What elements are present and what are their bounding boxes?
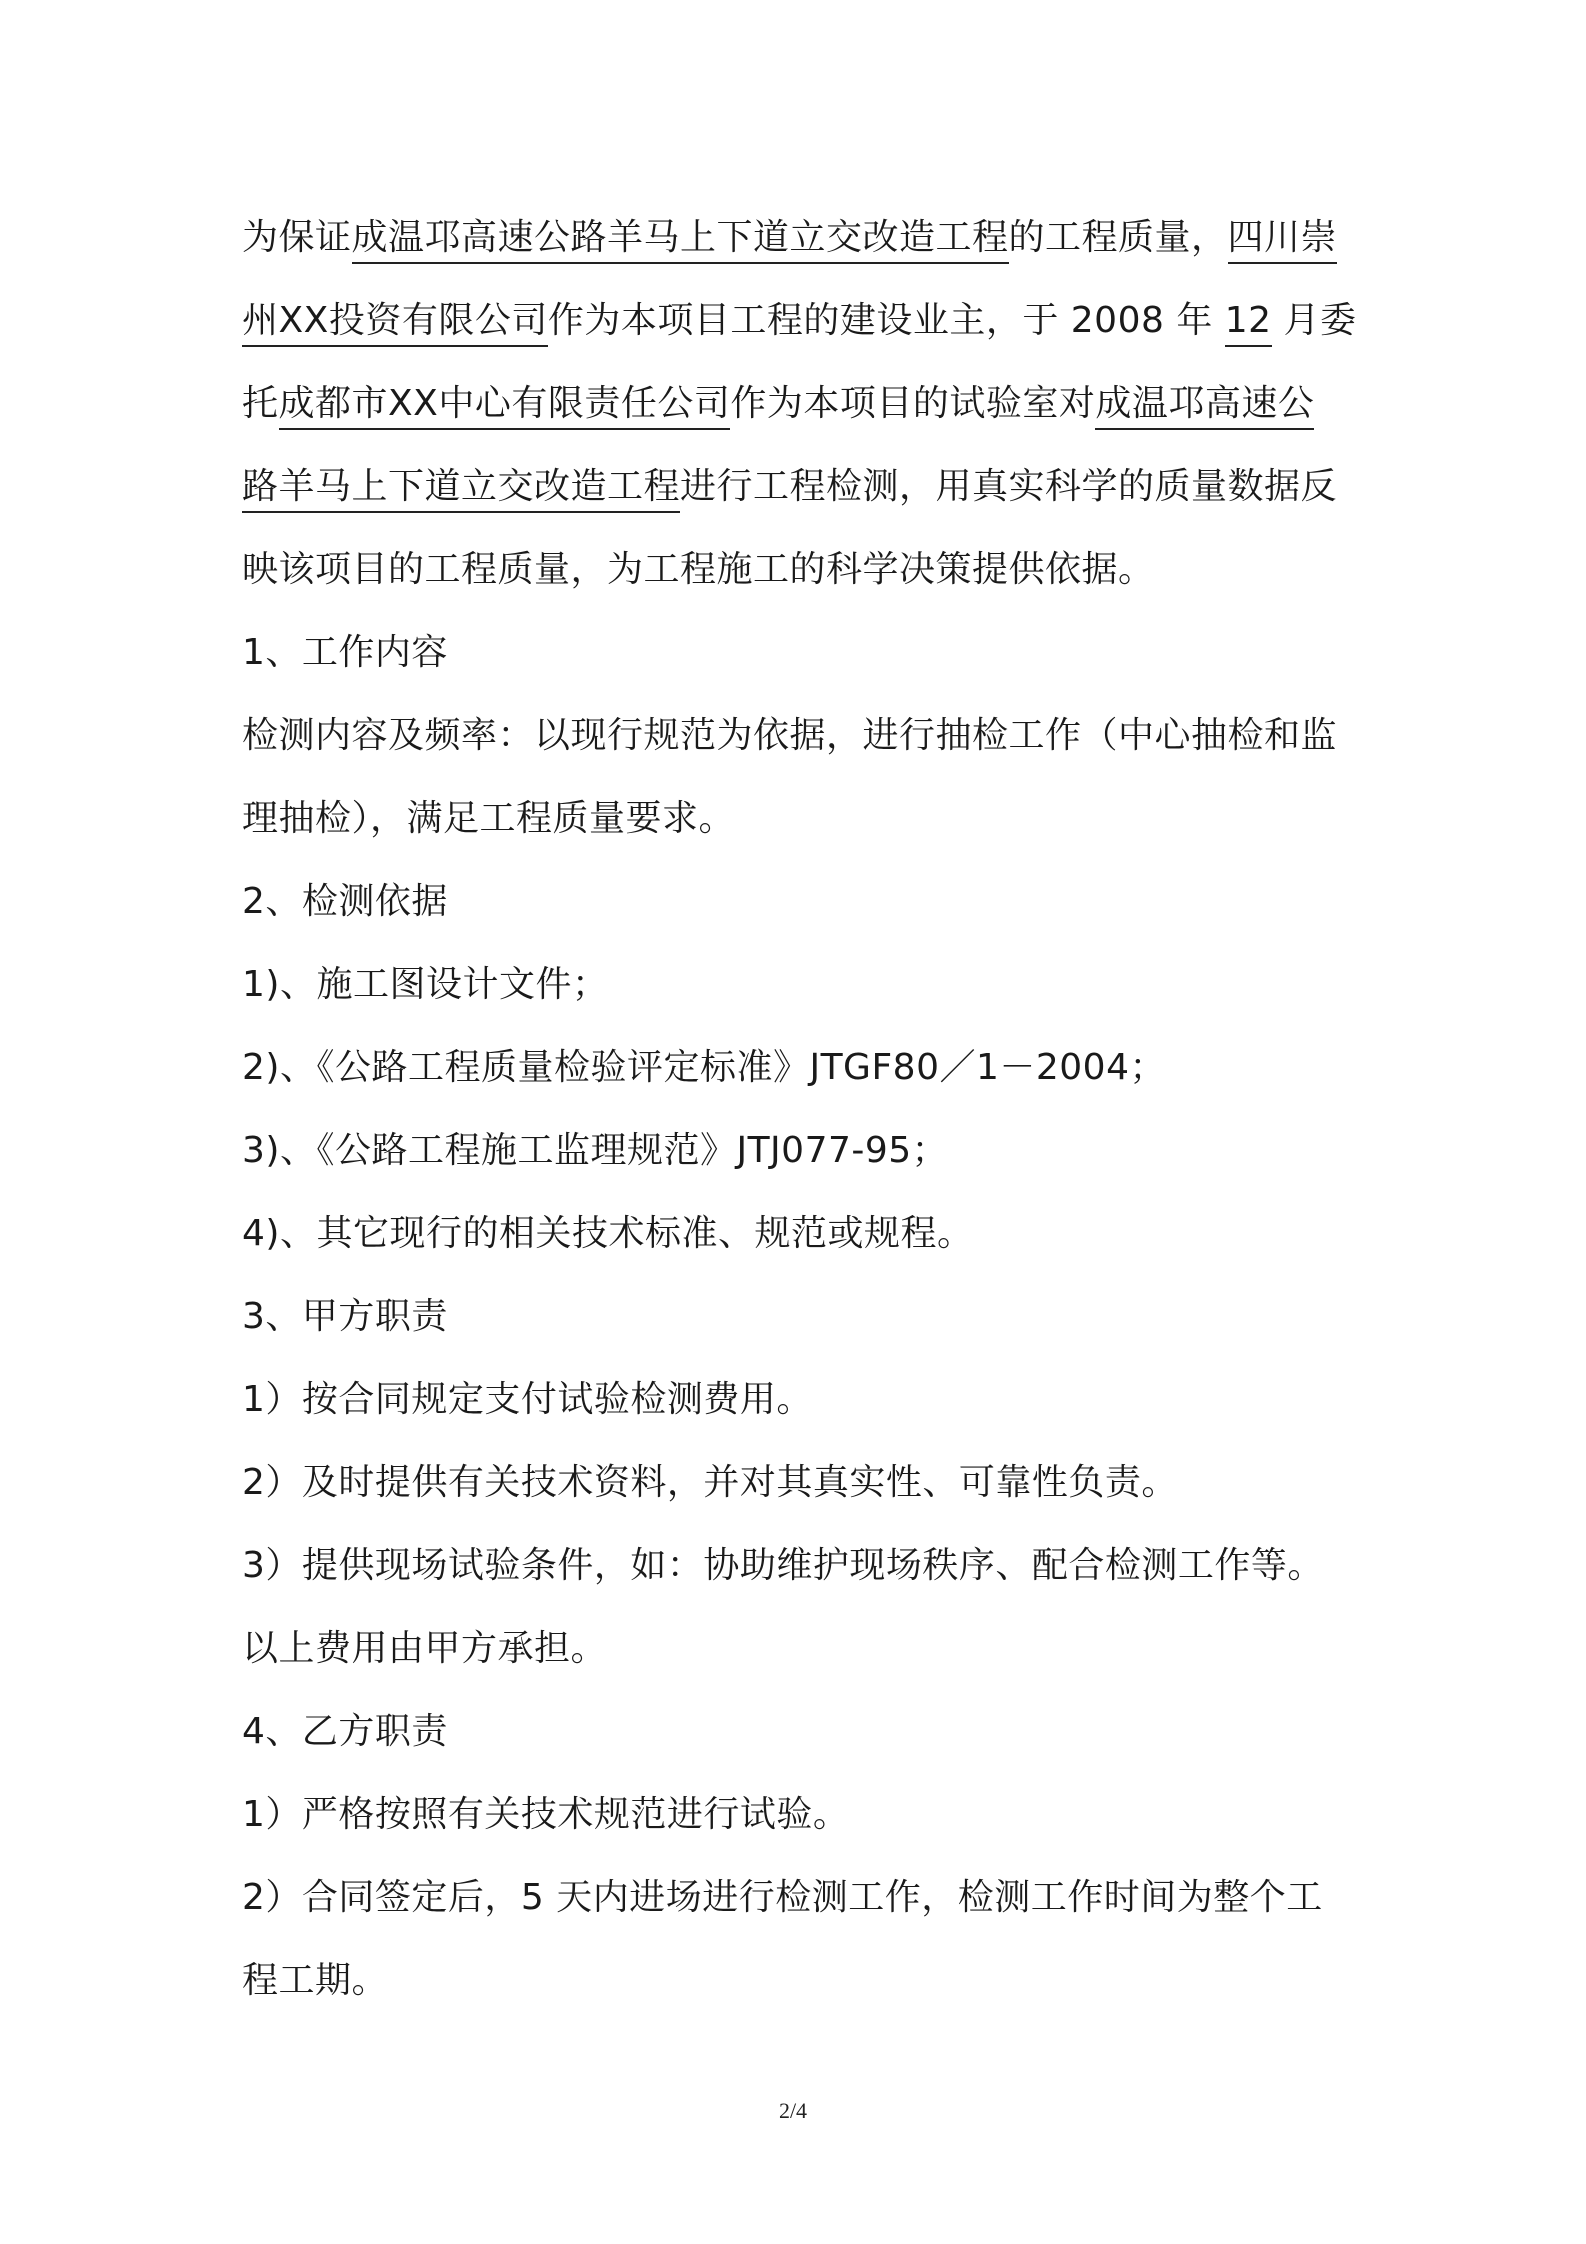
section-4-heading: 4、乙方职责: [242, 1711, 448, 1752]
section-2-item-4: 4)、其它现行的相关技术标准、规范或规程。: [242, 1213, 974, 1254]
section-3-item-2: 2）及时提供有关技术资料，并对其真实性、可靠性负责。: [242, 1462, 1178, 1503]
intro-paragraph: [242, 196, 1360, 611]
project-name-underlined: 成温邛高速公路羊马上下道立交改造工程: [352, 217, 1009, 264]
text-span: 的工程质量，: [1008, 217, 1228, 258]
section-1-body-line-2: 理抽检），满足工程质量要求。: [242, 798, 736, 839]
intro-line-1: [242, 196, 1360, 279]
section-4-item-2-line-2: 程工期。: [242, 1960, 389, 2001]
section-2-heading: 2、检测依据: [242, 881, 448, 922]
intro-line-2: [242, 279, 1360, 362]
month-underlined: 12: [1225, 300, 1272, 347]
text-span: 进行工程检测，用真实科学的质量数据反: [680, 466, 1338, 507]
document-body: [242, 196, 1360, 2022]
section-4-item-1: 1）严格按照有关技术规范进行试验。: [242, 1794, 850, 1835]
intro-line-4: [242, 445, 1360, 528]
text-span: 月委: [1271, 300, 1357, 341]
section-2-item-1: 1)、施工图设计文件；: [242, 964, 609, 1005]
text-span: 托: [242, 383, 279, 424]
project-name-underlined: 路羊马上下道立交改造工程: [242, 466, 680, 513]
client-name-underlined: 四川崇: [1228, 217, 1338, 264]
section-2-item-3: 3)、《公路工程施工监理规范》JTJ077-95；: [242, 1130, 949, 1171]
section-2-item-2: 2)、《公路工程质量检验评定标准》JTGF80／1－2004；: [242, 1047, 1166, 1088]
project-name-underlined: 成温邛高速公: [1095, 383, 1314, 430]
section-3-item-3: 3）提供现场试验条件，如：协助维护现场秩序、配合检测工作等。: [242, 1545, 1324, 1586]
client-name-underlined: 州XX投资有限公司: [242, 300, 548, 347]
section-1-heading: 1、工作内容: [242, 632, 448, 673]
text-span: 为保证: [242, 217, 352, 258]
section-4-item-2-line-1: 2）合同签定后，5 天内进场进行检测工作，检测工作时间为整个工: [242, 1877, 1323, 1918]
intro-line-5: 映该项目的工程质量，为工程施工的科学决策提供依据。: [242, 549, 1155, 590]
section-3-heading: 3、甲方职责: [242, 1296, 448, 1337]
text-span: 作为本项目的试验室对: [730, 383, 1096, 424]
text-span: 作为本项目工程的建设业主，于 2008 年: [547, 300, 1225, 341]
section-1-body-line-1: 检测内容及频率：以现行规范为依据，进行抽检工作（中心抽检和监: [242, 715, 1338, 756]
section-3-item-1: 1）按合同规定支付试验检测费用。: [242, 1379, 813, 1420]
section-3-note: 以上费用由甲方承担。: [242, 1628, 608, 1669]
intro-line-3: [242, 362, 1360, 445]
page-number: 2/4: [778, 2098, 808, 2123]
lab-name-underlined: 成都市XX中心有限责任公司: [279, 383, 731, 430]
